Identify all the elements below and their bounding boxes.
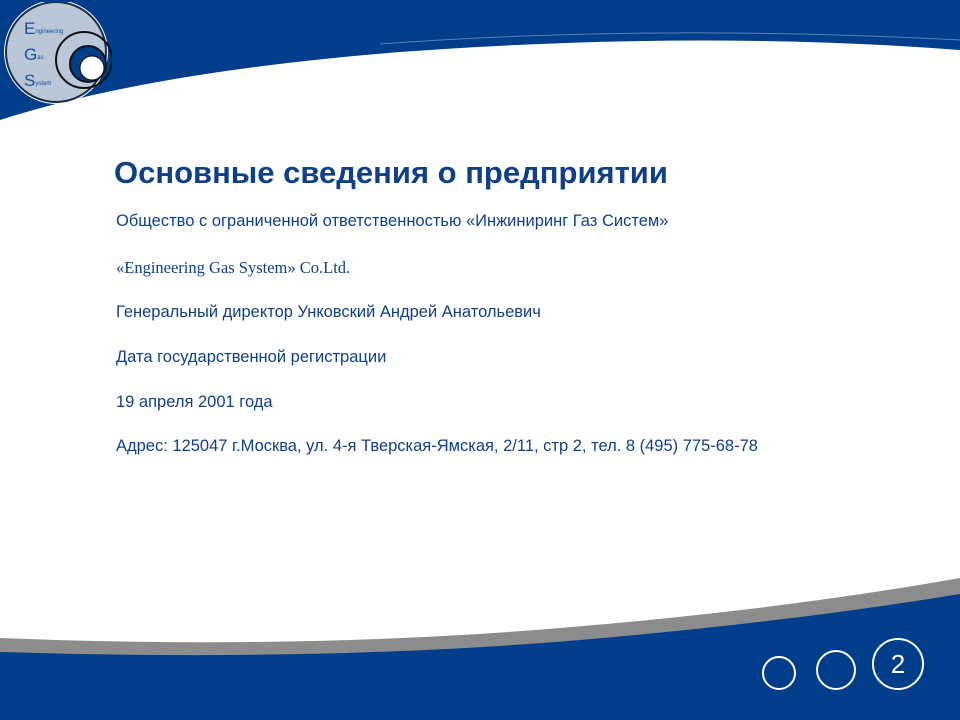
- logo-word-gas: Gas: [24, 45, 44, 64]
- logo-word-engineering: Engineering: [24, 19, 64, 38]
- company-logo: [2, 2, 112, 104]
- company-english-name: «Engineering Gas System» Co.Ltd.: [116, 258, 351, 277]
- slide-title: Основные сведения о предприятии: [114, 155, 668, 190]
- logo-circles-icon: [2, 2, 112, 104]
- general-director: Генеральный директор Ункoвский Андрей Анатольевич: [116, 303, 541, 321]
- page-number-badge: [872, 638, 924, 690]
- registration-date-value: 19 апреля 2001 года: [116, 393, 273, 411]
- decor-circle-medium-icon: [816, 650, 856, 690]
- page-number: 2: [890, 648, 906, 679]
- company-full-name: Общество с ограниченной ответственностью «Инжиниринг Газ Систем»: [116, 212, 669, 230]
- logo-word-system: System: [24, 71, 52, 90]
- registration-date-label: Дата государственной регистрации: [116, 348, 387, 366]
- decor-circle-small-icon: [762, 656, 796, 690]
- company-address: Адрес: 125047 г.Москва, ул. 4-я Тверская-Ямская, 2/11, стр 2, тел. 8 (495) 775-68-78: [116, 437, 758, 455]
- top-blue-band: [0, 0, 960, 120]
